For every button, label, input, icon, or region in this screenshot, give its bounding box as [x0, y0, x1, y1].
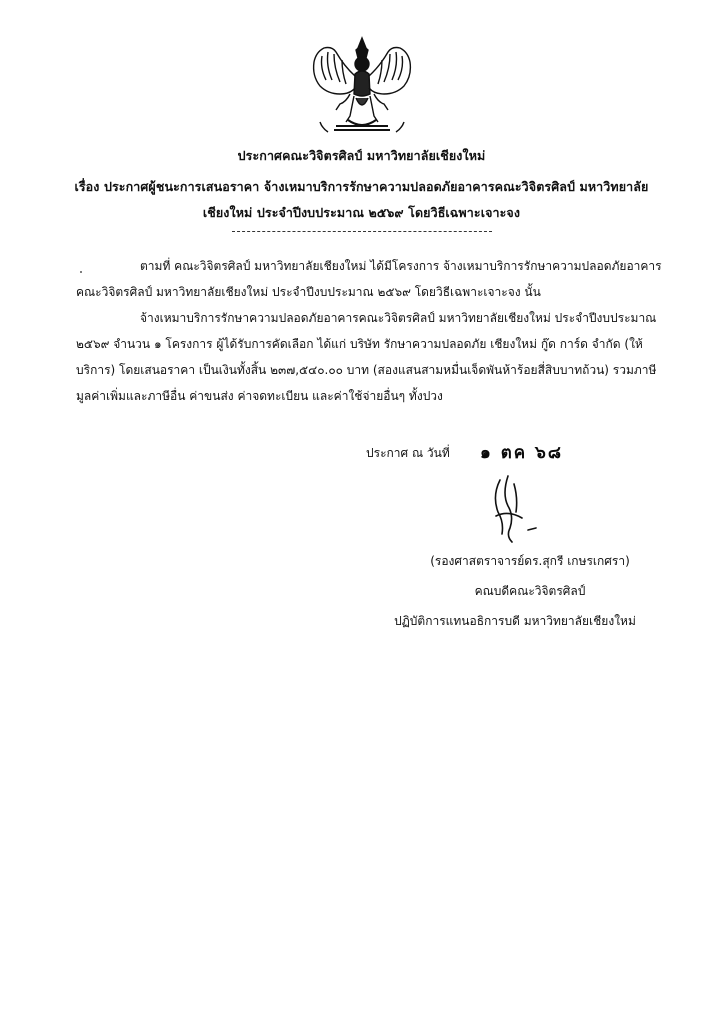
signatory-position-2: ปฏิบัติการแทนอธิการบดี มหาวิทยาลัยเชียงใหม่	[394, 614, 636, 628]
paragraph-2-line: ๒๕๖๙ จำนวน ๑ โครงการ ผู้ได้รับการคัดเลือก ได้แก่ บริษัท รักษาความปลอดภัย เชียงใหม่ กู๊ด การ์ด จำกัด (ให้	[76, 337, 643, 351]
signatory-name: (รองศาสตราจารย์ดร.สุกรี เกษรเกศรา)	[430, 554, 630, 568]
signature	[478, 472, 558, 550]
paragraph-1-line: คณะวิจิตรศิลป์ มหาวิทยาลัยเชียงใหม่ ประจำปีงบประมาณ ๒๕๖๙ โดยวิธีเฉพาะเจาะจง นั้น	[76, 285, 541, 299]
paragraph-2	[76, 305, 657, 409]
paragraph-2-line: จ้างเหมาบริการรักษาความปลอดภัยอาคารคณะวิจิตรศิลป์ มหาวิทยาลัยเชียงใหม่ ประจำปีงบประมาณ	[140, 311, 657, 325]
subject-line-1: เรื่อง ประกาศผู้ชนะการเสนอราคา จ้างเหมาบริการรักษาความปลอดภัยอาคารคณะวิจิตรศิลป์ มหาวิทยาลัย	[74, 179, 649, 194]
paragraph-1	[76, 253, 662, 305]
title-divider	[232, 231, 492, 232]
garuda-emblem-icon	[306, 36, 418, 140]
announcement-date: ๑ ตค ๖๘	[480, 443, 563, 463]
paragraph-1-line: ตามที่ คณะวิจิตรศิลป์ มหาวิทยาลัยเชียงใหม่ ได้มีโครงการ จ้างเหมาบริการรักษาความปลอดภัยอาคาร	[140, 259, 662, 273]
announcement-label: ประกาศ ณ วันที่	[366, 446, 450, 460]
signatory-position-1: คณบดีคณะวิจิตรศิลป์	[474, 584, 586, 598]
paragraph-2-line: มูลค่าเพิ่มและภาษีอื่น ค่าขนส่ง ค่าจดทะเบียน และค่าใช้จ่ายอื่นๆ ทั้งปวง	[76, 389, 443, 403]
paragraph-2-line: บริการ) โดยเสนอราคา เป็นเงินทั้งสิ้น ๒๓๗,๕๔๐.๐๐ บาท (สองแสนสามหมื่นเจ็ดพันห้าร้อยสี่สิบบาทถ้วน) รวมภาษี	[76, 363, 657, 377]
subject-line-2: เชียงใหม่ ประจำปีงบประมาณ ๒๕๖๙ โดยวิธีเฉพาะเจาะจง	[202, 205, 521, 220]
document-title: ประกาศคณะวิจิตรศิลป์ มหาวิทยาลัยเชียงใหม่	[237, 148, 486, 163]
